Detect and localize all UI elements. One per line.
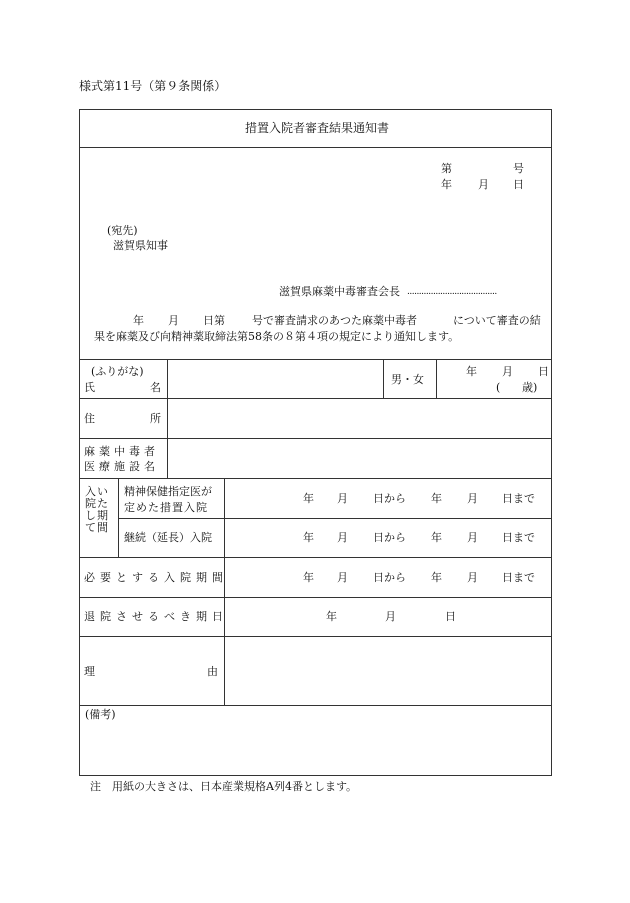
notice-line2: 果を麻薬及び向精神薬取締法第58条の８第４項の規定により通知します。 <box>94 330 460 343</box>
period-month-to: 月 <box>467 531 478 544</box>
col-line <box>383 359 384 398</box>
period-month-from: 月 <box>337 571 348 584</box>
doc-number-dai: 第 <box>441 162 452 175</box>
col-line <box>118 478 119 557</box>
col-line <box>167 359 168 478</box>
notice-text: 号で審査請求のあつた麻薬中毒者 <box>252 314 417 327</box>
col-line <box>224 478 225 705</box>
birth-day: 日 <box>538 365 549 378</box>
facility-label-line2: 医療施設名 <box>84 460 159 473</box>
address-label-sho: 所 <box>150 412 161 425</box>
row-line <box>79 398 552 399</box>
period-day-from: 日から <box>373 531 406 544</box>
form-number-label: 様式第11号（第９条関係） <box>79 79 227 93</box>
reason-label-ri: 理 <box>84 665 95 678</box>
gender-options: 男・女 <box>391 373 424 386</box>
row-line <box>79 478 552 479</box>
notice-year: 年 <box>133 314 144 327</box>
sender-title: 滋賀県麻薬中毒審査会長 <box>279 285 400 298</box>
row-line <box>118 518 552 519</box>
form-frame <box>79 109 552 776</box>
required-period-label: 必要とする入院期間 <box>84 571 228 584</box>
row-line <box>79 636 552 637</box>
period-month-from: 月 <box>337 492 348 505</box>
document-title: 措置入院者審査結果通知書 <box>245 121 390 135</box>
period-year-to: 年 <box>431 492 442 505</box>
notice-text-tail: について審査の結 <box>453 314 541 327</box>
notice-day: 日第 <box>203 314 225 327</box>
doc-date-day: 日 <box>513 178 524 191</box>
doc-date-year: 年 <box>441 178 452 191</box>
footnote: 注 用紙の大きさは、日本産業規格A列4番とします。 <box>90 780 358 793</box>
birth-month: 月 <box>502 365 513 378</box>
discharge-year: 年 <box>326 610 337 623</box>
period-year-from: 年 <box>303 571 314 584</box>
period-month-from: 月 <box>337 531 348 544</box>
signature-line: ...................................... <box>407 287 497 297</box>
row-line <box>79 359 552 360</box>
period-year-to: 年 <box>431 571 442 584</box>
period-month-to: 月 <box>467 492 478 505</box>
doc-number-go: 号 <box>513 162 524 175</box>
period-day-from: 日から <box>373 571 406 584</box>
birth-year: 年 <box>466 365 477 378</box>
admission-period-label-part: 院た <box>85 497 109 510</box>
continuation-label: 継続（延長）入院 <box>124 531 212 544</box>
row-line <box>79 557 552 558</box>
addressee-name: 滋賀県知事 <box>113 239 168 252</box>
row-line <box>79 438 552 439</box>
reason-label-yu: 由 <box>207 665 218 678</box>
admission-period-label-col1 <box>85 486 115 533</box>
notice-month: 月 <box>168 314 179 327</box>
divider <box>79 147 552 148</box>
discharge-day: 日 <box>445 610 456 623</box>
address-label-ju: 住 <box>84 412 95 425</box>
age-label: 歳) <box>522 381 538 394</box>
period-year-to: 年 <box>431 531 442 544</box>
period-day-from: 日から <box>373 492 406 505</box>
addressee-label: (宛先) <box>107 224 138 237</box>
period-day-to: 日まで <box>502 571 535 584</box>
col-line <box>436 359 437 398</box>
period-day-to: 日まで <box>502 531 535 544</box>
discharge-date-label: 退院させるべき期日 <box>84 610 228 623</box>
period-month-to: 月 <box>467 571 478 584</box>
admission-period-label-part: て間 <box>85 521 109 534</box>
admission-period-label-part: 入い <box>85 485 109 498</box>
row-line <box>79 597 552 598</box>
period-year-from: 年 <box>303 492 314 505</box>
name-label-shi: 氏 <box>84 381 95 394</box>
period-year-from: 年 <box>303 531 314 544</box>
remarks-label: (備考) <box>85 708 116 721</box>
furigana-label: (ふりがな) <box>91 365 144 378</box>
age-open: ( <box>496 381 501 394</box>
designated-label-line1: 精神保健指定医が <box>124 485 212 498</box>
designated-label-line2: 定めた措置入院 <box>124 501 208 514</box>
row-line <box>79 705 552 706</box>
admission-period-label-part: し期 <box>85 509 109 522</box>
doc-date-month: 月 <box>478 178 489 191</box>
period-day-to: 日まで <box>502 492 535 505</box>
discharge-month: 月 <box>385 610 396 623</box>
facility-label-line1: 麻薬中毒者 <box>84 445 159 458</box>
name-label-mei: 名 <box>150 381 161 394</box>
